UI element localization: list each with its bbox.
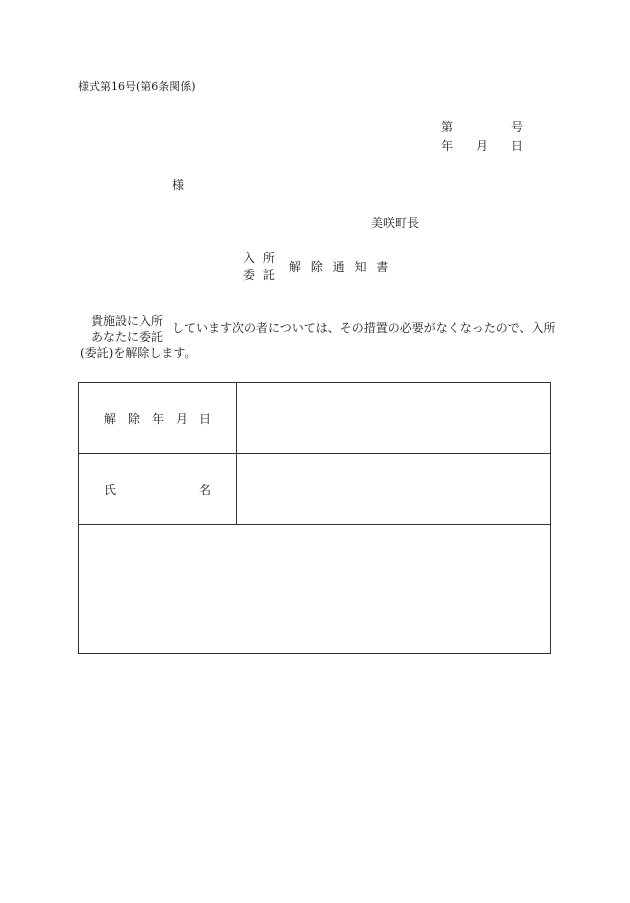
title-main: 解 除 通 知 書 <box>289 260 389 274</box>
body-line2: (委託)を解除します。 <box>80 346 197 360</box>
date-year: 年 <box>441 139 454 153</box>
number-dai: 第 <box>441 120 454 134</box>
number-go: 号 <box>511 120 524 134</box>
name-field[interactable] <box>239 455 549 523</box>
remarks-area[interactable] <box>79 525 550 653</box>
body-choice-bottom: あなたに委託 <box>91 330 164 344</box>
release-date-field[interactable] <box>239 384 549 452</box>
body-line1: しています次の者については、その措置の必要がなくなったので、入所 <box>172 321 556 335</box>
name-label-char: 氏 <box>104 483 117 497</box>
body-choice-top: 貴施設に入所 <box>91 314 164 328</box>
release-date-label-char: 月 <box>176 412 189 426</box>
title-option-top: 入 所 <box>243 251 275 265</box>
recipient-suffix: 様 <box>172 178 185 192</box>
release-date-label-char: 除 <box>128 412 141 426</box>
date-month: 月 <box>476 139 489 153</box>
release-date-label-char: 解 <box>104 412 117 426</box>
release-date-label-char: 年 <box>152 412 165 426</box>
release-table <box>78 382 551 654</box>
title-option-bottom: 委 託 <box>243 268 275 282</box>
issuer: 美咲町長 <box>371 216 420 230</box>
name-label-char: 名 <box>199 483 212 497</box>
row-divider-1 <box>79 453 550 454</box>
release-date-label-char: 日 <box>199 412 212 426</box>
form-label: 様式第16号(第6条関係) <box>78 80 196 93</box>
date-day: 日 <box>511 139 524 153</box>
